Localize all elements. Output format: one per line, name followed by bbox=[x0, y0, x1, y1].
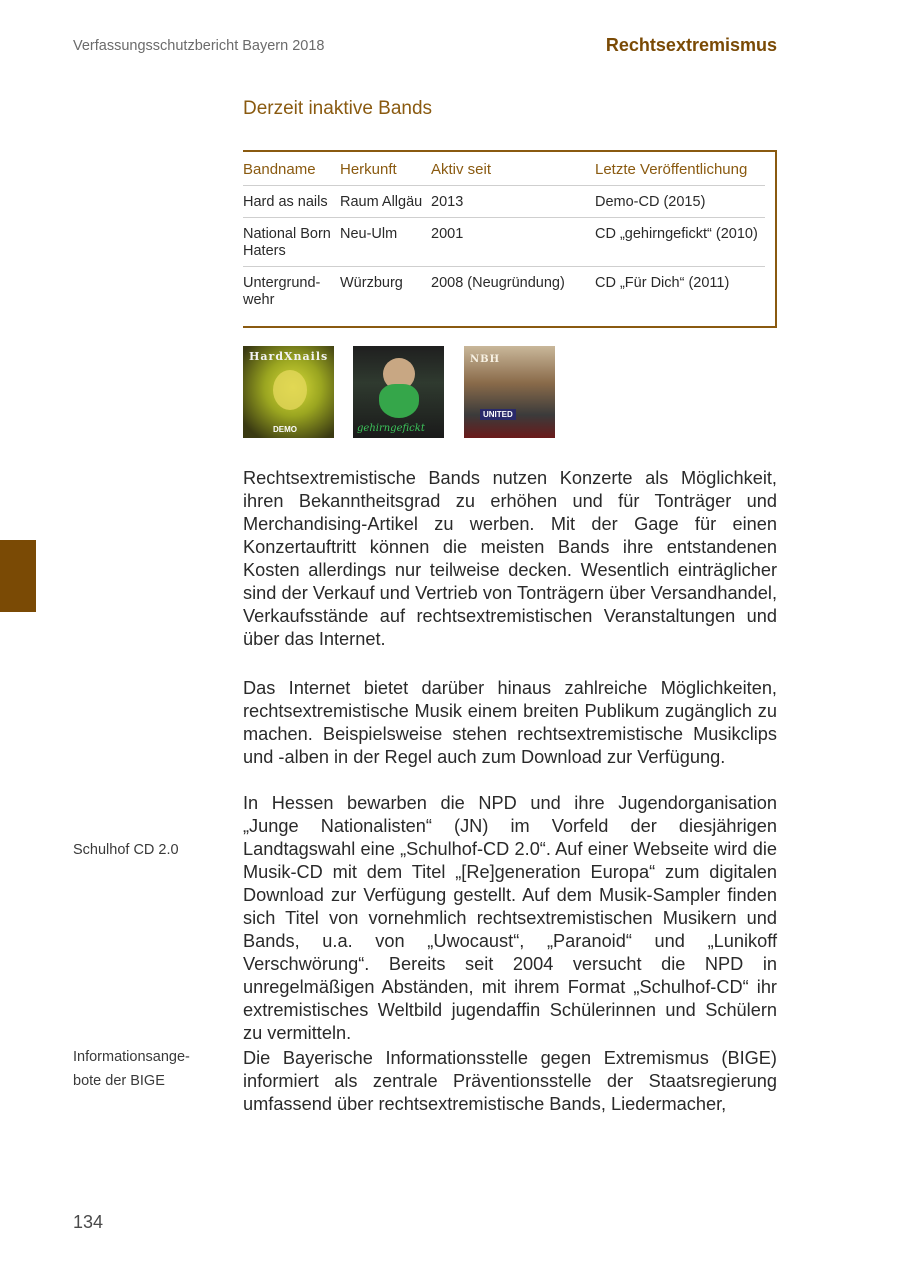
cover-subtitle: DEMO bbox=[273, 425, 297, 434]
table-header-bandname: Bandname bbox=[243, 152, 340, 186]
album-cover-untergrundwehr bbox=[464, 346, 555, 438]
table-cell: Raum Allgäu bbox=[340, 186, 431, 218]
table-cell: 2008 (Neugründung) bbox=[431, 275, 565, 291]
table-cell: Untergrund-wehr bbox=[243, 275, 321, 308]
page-number: 134 bbox=[73, 1212, 104, 1232]
paragraph-bige: Die Bayerische Informationsstelle gegen Extremismus (BIGE) informiert als zentrale Präventionsstelle der Staatsregierung umfassend über rechtsextremistische Bands, Liedermacher, bbox=[243, 1048, 777, 1114]
cover-title: gehirngefickt bbox=[357, 423, 425, 434]
table-row bbox=[243, 218, 765, 267]
table-header-herkunft: Herkunft bbox=[340, 152, 431, 186]
table-cell: CD „Für Dich“ (2011) bbox=[595, 275, 730, 291]
chapter-side-tab bbox=[0, 540, 36, 612]
table-cell: Neu-Ulm bbox=[340, 218, 431, 267]
table-header-row bbox=[243, 152, 765, 186]
cover-band-logo: HardXnails bbox=[249, 350, 329, 363]
album-cover-national-born-haters bbox=[353, 346, 444, 438]
paragraph-schulhof-cd: In Hessen bewarben die NPD und ihre Jugendorganisation „Junge Nationalisten“ (JN) im Vorfeld der diesjährigen Landtagswahl eine „Schulhof-CD 2.0“. Auf einer Webseite wird die Musik-CD mit dem Titel „[Re]generation Europa“ zum digitalen Download zur Verfügung gestellt. Auf dem Musik-Sampler finden sich Titel von vornehmlich rechtsextremistischen Musikern und Bands, u.a. von „Uwocaust“, „Paranoid“ und „Lunikoff Verschwörung“. Bereits seit 2004 versucht die NPD in unregelmäßigen Abständen, mit ihrem Format „Schulhof-CD“ ihr extremistisches Weltbild jugendaffin Schülerinnen und Schülern zu vermitteln. bbox=[243, 793, 777, 1043]
paragraph-internet: Das Internet bietet darüber hinaus zahlreiche Möglichkeiten, rechtsextremistische Musik einem breiten Publikum zugänglich zu machen. Beispielsweise stehen rechtsextremistische Musikclips und -alben in der Regel auch zum Download zur Verfügung. bbox=[243, 678, 777, 767]
table-row bbox=[243, 186, 765, 218]
running-header-title: Verfassungsschutzbericht Bayern 2018 bbox=[73, 38, 325, 54]
paragraph-concerts: Rechtsextremistische Bands nutzen Konzerte als Möglichkeit, ihren Bekanntheitsgrad zu erhöhen und für Tonträger und Merchandising-Artikel zu werben. Mit der Gage für einen Konzertauftritt können die meisten Bands ihre entstandenen Kosten allerdings nur teilweise decken. Wesentlich einträglicher sind der Verkauf und Vertrieb von Tonträgern über Versandhandel, Verkaufsstände auf rechtsextremistischen Veranstaltungen und über das Internet. bbox=[243, 468, 777, 649]
table-header-aktiv-seit: Aktiv seit bbox=[431, 152, 595, 186]
inactive-bands-table bbox=[243, 152, 765, 315]
table-cell: Demo-CD (2015) bbox=[595, 186, 765, 218]
table-cell: 2001 bbox=[431, 218, 595, 267]
table-cell: Hard as nails bbox=[243, 186, 340, 218]
margin-note-bige-line1: Informationsange- bbox=[73, 1049, 190, 1065]
cover-figure-mask bbox=[379, 384, 419, 418]
running-header-section: Rechtsextremismus bbox=[605, 35, 777, 55]
table-cell: 2013 bbox=[431, 186, 595, 218]
margin-note-schulhof: Schulhof CD 2.0 bbox=[73, 842, 179, 858]
margin-note-bige-line2: bote der BIGE bbox=[73, 1073, 165, 1089]
table-cell: National Born Haters bbox=[243, 218, 340, 267]
table-cell: CD „gehirngefickt“ (2010) bbox=[595, 218, 765, 267]
album-cover-hard-as-nails bbox=[243, 346, 334, 438]
cover-figure bbox=[273, 370, 307, 410]
cover-title: UNITED bbox=[480, 409, 516, 420]
section-title: Derzeit inaktive Bands bbox=[243, 98, 433, 119]
table-row bbox=[243, 267, 765, 316]
cover-band-logo: NBH bbox=[470, 354, 501, 365]
table-header-letzte-veroeffentlichung: Letzte Veröffentlichung bbox=[595, 152, 765, 186]
table-cell: Würzburg bbox=[340, 275, 403, 291]
bands-table-frame bbox=[243, 150, 777, 328]
